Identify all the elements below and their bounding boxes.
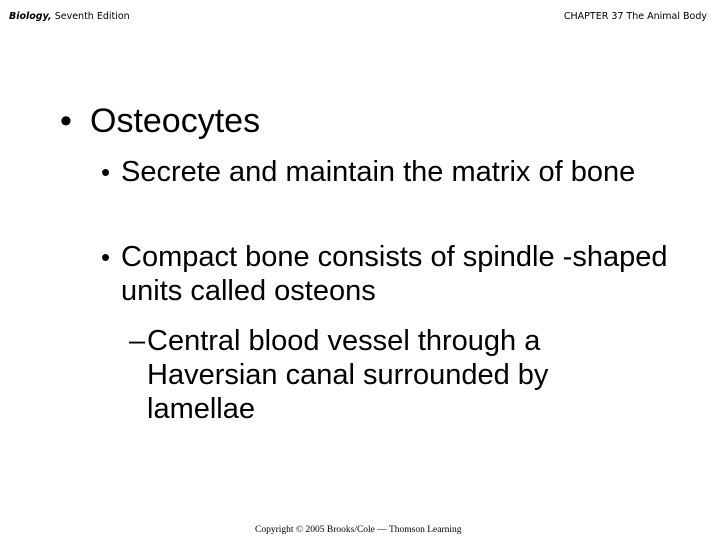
book-edition: Seventh Edition	[54, 11, 130, 22]
bullet-icon: •	[101, 157, 111, 187]
header-chapter: CHAPTER 37 The Animal Body	[563, 11, 707, 22]
copyright-footer: Copyright © 2005 Brooks/Cole — Thomson Learning	[255, 525, 462, 535]
bullet-icon: •	[60, 102, 72, 140]
bullet-icon: •	[101, 242, 111, 272]
main-bullet	[60, 101, 260, 141]
dash-icon: –	[129, 325, 146, 357]
sub-bullet	[101, 155, 681, 189]
main-bullet-text: Osteocytes	[90, 102, 261, 140]
book-title: Biology,	[9, 11, 52, 22]
sub-bullet-text: Secrete and maintain the matrix of bone	[121, 156, 636, 188]
sub-bullet-text: Compact bone consists of spindle -shaped units called osteons	[121, 241, 668, 307]
dash-bullet-text: Central blood vessel through a Haversian canal surrounded by lamellae	[147, 325, 549, 425]
header-book-title	[9, 11, 130, 22]
dash-bullet	[129, 324, 629, 426]
sub-bullet	[101, 240, 681, 308]
